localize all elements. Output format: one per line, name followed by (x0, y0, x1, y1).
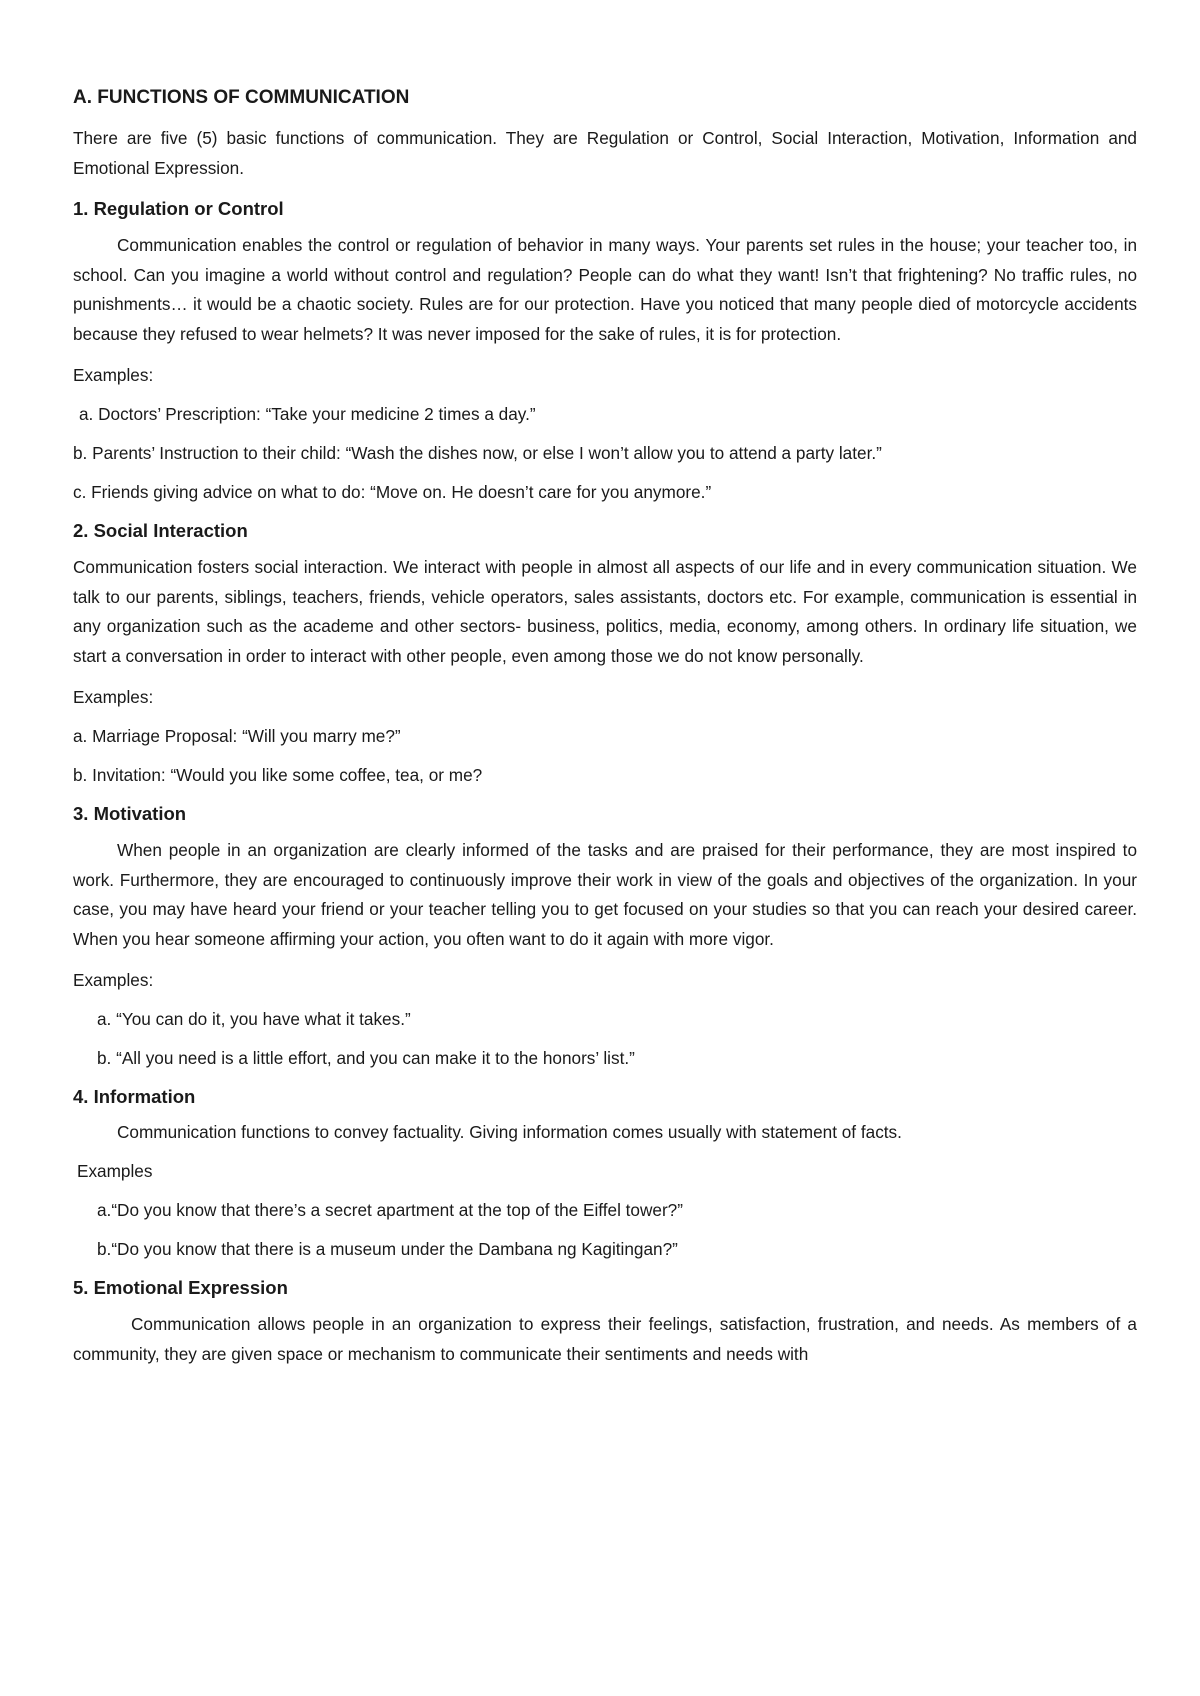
section-heading-motivation: 3. Motivation (73, 803, 187, 824)
section-heading-emotional-expression: 5. Emotional Expression (73, 1277, 288, 1298)
example-item: a. Marriage Proposal: “Will you marry me?” (73, 726, 401, 746)
examples-label: Examples: (73, 970, 154, 990)
example-item: a. Doctors’ Prescription: “Take your medicine 2 times a day.” (79, 404, 536, 424)
examples-label: Examples (77, 1161, 153, 1181)
document-page (73, 86, 1137, 1369)
section-body-motivation: When people in an organization are clearly informed of the tasks and are praised for their performance, they are most inspired to work. Furthermore, they are encouraged to continuously improve their work in view of the goals and objectives of the organization. In your case, you may have heard your friend or your teacher telling you to get focused on your studies so that you can reach your desired career. When you hear someone affirming your action, you often want to do it again with more vigor. (73, 840, 1137, 949)
example-item: b.“Do you know that there is a museum under the Dambana ng Kagitingan?” (97, 1239, 678, 1259)
section-heading-regulation: 1. Regulation or Control (73, 198, 284, 219)
section-heading-information: 4. Information (73, 1086, 196, 1107)
page-title: A. FUNCTIONS OF COMMUNICATION (73, 87, 410, 108)
example-item: b. Invitation: “Would you like some coffee, tea, or me? (73, 765, 483, 785)
section-body-regulation: Communication enables the control or regulation of behavior in many ways. Your parents set rules in the house; your teacher too, in school. Can you imagine a world without control and regulation? People can do what they want! Isn’t that frightening? No traffic rules, no punishments… it would be a chaotic society. Rules are for our protection. Have you noticed that many people died of motorcycle accidents because they refused to wear helmets? It was never imposed for the sake of rules, it is for protection. (73, 235, 1137, 344)
intro-paragraph: There are five (5) basic functions of communication. They are Regulation or Control, Social Interaction, Motivation, Information and Emotional Expression. (73, 128, 1137, 178)
section-body-social-interaction: Communication fosters social interaction. We interact with people in almost all aspects of our life and in every communication situation. We talk to our parents, siblings, teachers, friends, vehicle operators, sales assistants, doctors etc. For example, communication is essential in any organization such as the academe and other sectors- business, politics, media, economy, among others. In ordinary life situation, we start a conversation in order to interact with other people, even among those we do not know personally. (73, 557, 1137, 666)
examples-label: Examples: (73, 687, 154, 707)
example-item: c. Friends giving advice on what to do: “Move on. He doesn’t care for you anymore.” (73, 482, 712, 502)
example-item: a.“Do you know that there’s a secret apartment at the top of the Eiffel tower?” (97, 1200, 683, 1220)
section-body-emotional-expression: Communication allows people in an organization to express their feelings, satisfaction, frustration, and needs. As members of a community, they are given space or mechanism to communicate their sentiments and needs with (73, 1314, 1137, 1364)
section-heading-social-interaction: 2. Social Interaction (73, 520, 248, 541)
example-item: a. “You can do it, you have what it takes.” (97, 1009, 411, 1029)
example-item: b. “All you need is a little effort, and you can make it to the honors’ list.” (97, 1048, 635, 1068)
example-item: b. Parents’ Instruction to their child: “Wash the dishes now, or else I won’t allow you to attend a party later.” (73, 443, 882, 463)
section-body-information: Communication functions to convey factuality. Giving information comes usually with statement of facts. (117, 1122, 902, 1142)
examples-label: Examples: (73, 365, 154, 385)
